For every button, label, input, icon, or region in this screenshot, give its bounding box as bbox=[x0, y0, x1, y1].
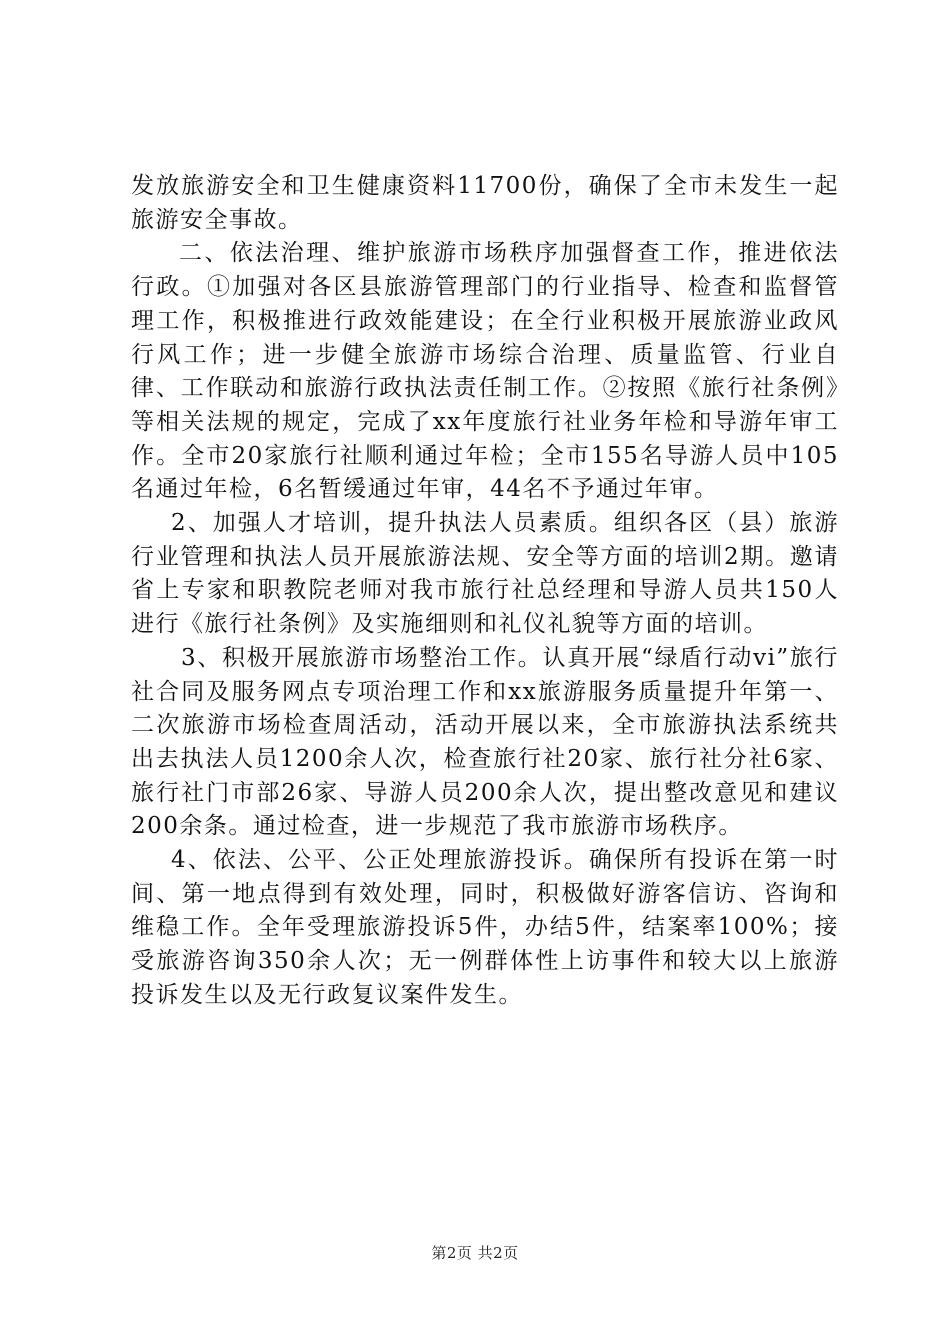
paragraph-market-rectification: 3、积极开展旅游市场整治工作。认真开展“绿盾行动vi”旅行社合同及服务网点专项治理工作和xx旅游服务质量提升年第一、二次旅游市场检查周活动，活动开展以来，全市旅游执法系统共出去执法人员1200余人次，检查旅行社20家、旅行社分社6家、旅行社门市部26家、导游人员200余人次，提出整改意见和建议200余条。通过检查，进一步规范了我市旅游市场秩序。 bbox=[131, 644, 839, 840]
paragraph-complaint-handling: 4、依法、公平、公正处理旅游投诉。确保所有投诉在第一时间、第一地点得到有效处理，同时，积极做好游客信访、咨询和维稳工作。全年受理旅游投诉5件，办结5件，结案率100%；接受旅游咨询350余人次；无一例群体性上访事件和较大以上旅游投诉发生以及无行政复议案件发生。 bbox=[131, 847, 839, 1008]
paragraph-talent-training: 2、加强人才培训，提升执法人员素质。组织各区（县）旅游行业管理和执法人员开展旅游法规、安全等方面的培训2期。邀请省上专家和职教院老师对我市旅行社总经理和导游人员共150人进行《旅行社条例》及实施细则和礼仪礼貌等方面的培训。 bbox=[131, 510, 839, 638]
paragraph-legal-governance: 二、依法治理、维护旅游市场秩序加强督查工作，推进依法行政。①加强对各区县旅游管理部门的行业指导、检查和监督管理工作，积极推进行政效能建设；在全行业积极开展旅游业政风行风工作；进一步健全旅游市场综合治理、质量监管、行业自律、工作联动和旅游行政执法责任制工作。②按照《旅行社条例》等相关法规的规定，完成了xx年度旅行社业务年检和导游年审工作。全市20家旅行社顺利通过年检；全市155名导游人员中105名通过年检，6名暂缓通过年审，44名不予通过年审。 bbox=[131, 240, 839, 503]
page-number-footer: 第2页 共2页 bbox=[431, 1244, 519, 1262]
document-body bbox=[131, 170, 839, 1013]
paragraph-safety-materials: 发放旅游安全和卫生健康资料11700份，确保了全市未发生一起旅游安全事故。 bbox=[131, 173, 839, 233]
